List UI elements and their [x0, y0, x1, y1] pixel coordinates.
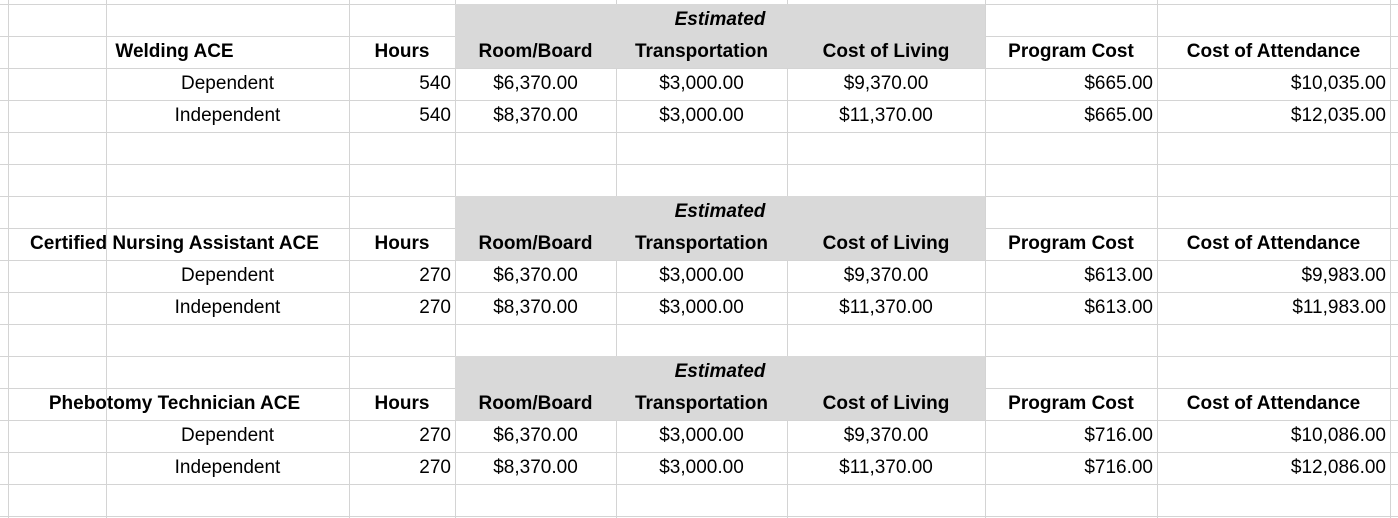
cost-of-attendance-header[interactable]: Cost of Attendance — [1186, 41, 1361, 62]
program-cost-cell[interactable]: $716.00 — [1084, 457, 1153, 478]
transportation-cell[interactable]: $3,000.00 — [659, 425, 744, 446]
hours-cell[interactable]: 270 — [419, 457, 451, 478]
program-cost-cell[interactable]: $716.00 — [1084, 425, 1153, 446]
room-board-cell[interactable]: $6,370.00 — [493, 425, 578, 446]
program-title[interactable]: Certified Nursing Assistant ACE — [30, 233, 319, 254]
cost-of-living-header[interactable]: Cost of Living — [822, 393, 950, 414]
transportation-cell[interactable]: $3,000.00 — [659, 73, 744, 94]
program-cost-cell[interactable]: $665.00 — [1084, 73, 1153, 94]
student-type-cell[interactable]: Independent — [174, 297, 281, 318]
grid-row-line — [0, 164, 1398, 165]
estimated-label[interactable]: Estimated — [674, 201, 766, 222]
cost-of-attendance-cell[interactable]: $9,983.00 — [1301, 265, 1386, 286]
cost-of-living-cell[interactable]: $9,370.00 — [843, 265, 929, 286]
student-type-cell[interactable]: Dependent — [181, 425, 274, 446]
program-cost-header[interactable]: Program Cost — [1008, 393, 1134, 414]
cost-of-attendance-cell[interactable]: $12,035.00 — [1290, 105, 1386, 126]
program-cost-header[interactable]: Program Cost — [1008, 41, 1134, 62]
hours-cell[interactable]: 270 — [419, 425, 451, 446]
hours-header[interactable]: Hours — [374, 393, 430, 414]
hours-cell[interactable]: 270 — [419, 265, 451, 286]
program-title[interactable]: Phebotomy Technician ACE — [48, 393, 301, 414]
transportation-cell[interactable]: $3,000.00 — [659, 457, 744, 478]
cost-of-attendance-cell[interactable]: $10,086.00 — [1290, 425, 1386, 446]
cost-of-attendance-header[interactable]: Cost of Attendance — [1186, 233, 1361, 254]
student-type-cell[interactable]: Independent — [174, 105, 281, 126]
room-board-header[interactable]: Room/Board — [478, 41, 593, 62]
student-type-cell[interactable]: Dependent — [181, 265, 274, 286]
cost-of-attendance-cell[interactable]: $12,086.00 — [1290, 457, 1386, 478]
hours-cell[interactable]: 540 — [419, 105, 451, 126]
cost-of-living-cell[interactable]: $11,370.00 — [839, 297, 933, 318]
room-board-header[interactable]: Room/Board — [478, 393, 593, 414]
transportation-cell[interactable]: $3,000.00 — [659, 105, 744, 126]
grid-column-line — [1390, 0, 1391, 518]
cost-of-living-cell[interactable]: $11,370.00 — [839, 457, 933, 478]
program-cost-cell[interactable]: $613.00 — [1084, 297, 1153, 318]
transportation-cell[interactable]: $3,000.00 — [659, 265, 744, 286]
program-cost-cell[interactable]: $613.00 — [1084, 265, 1153, 286]
program-cost-header[interactable]: Program Cost — [1008, 233, 1134, 254]
transportation-header[interactable]: Transportation — [634, 41, 768, 62]
transportation-header[interactable]: Transportation — [634, 233, 768, 254]
grid-row-line — [0, 324, 1398, 325]
hours-header[interactable]: Hours — [374, 233, 430, 254]
estimated-label[interactable]: Estimated — [674, 9, 766, 30]
room-board-cell[interactable]: $8,370.00 — [493, 105, 578, 126]
cost-of-living-cell[interactable]: $11,370.00 — [839, 105, 933, 126]
hours-cell[interactable]: 540 — [419, 73, 451, 94]
cost-of-living-header[interactable]: Cost of Living — [822, 233, 950, 254]
cost-of-attendance-header[interactable]: Cost of Attendance — [1186, 393, 1361, 414]
transportation-cell[interactable]: $3,000.00 — [659, 297, 744, 318]
cost-of-living-cell[interactable]: $9,370.00 — [843, 73, 929, 94]
hours-cell[interactable]: 270 — [419, 297, 451, 318]
grid-row-line — [0, 484, 1398, 485]
cost-of-living-cell[interactable]: $9,370.00 — [843, 425, 929, 446]
transportation-header[interactable]: Transportation — [634, 393, 768, 414]
grid-row-line — [0, 132, 1398, 133]
cost-of-living-header[interactable]: Cost of Living — [822, 41, 950, 62]
student-type-cell[interactable]: Dependent — [181, 73, 274, 94]
program-title[interactable]: Welding ACE — [115, 41, 234, 62]
room-board-header[interactable]: Room/Board — [478, 233, 593, 254]
room-board-cell[interactable]: $8,370.00 — [493, 297, 578, 318]
hours-header[interactable]: Hours — [374, 41, 430, 62]
grid-row-line — [0, 516, 1398, 517]
room-board-cell[interactable]: $6,370.00 — [493, 265, 578, 286]
student-type-cell[interactable]: Independent — [174, 457, 281, 478]
estimated-label[interactable]: Estimated — [674, 361, 766, 382]
cost-of-attendance-cell[interactable]: $10,035.00 — [1290, 73, 1386, 94]
room-board-cell[interactable]: $8,370.00 — [493, 457, 578, 478]
cost-of-attendance-cell[interactable]: $11,983.00 — [1292, 297, 1386, 318]
program-cost-cell[interactable]: $665.00 — [1084, 105, 1153, 126]
room-board-cell[interactable]: $6,370.00 — [493, 73, 578, 94]
